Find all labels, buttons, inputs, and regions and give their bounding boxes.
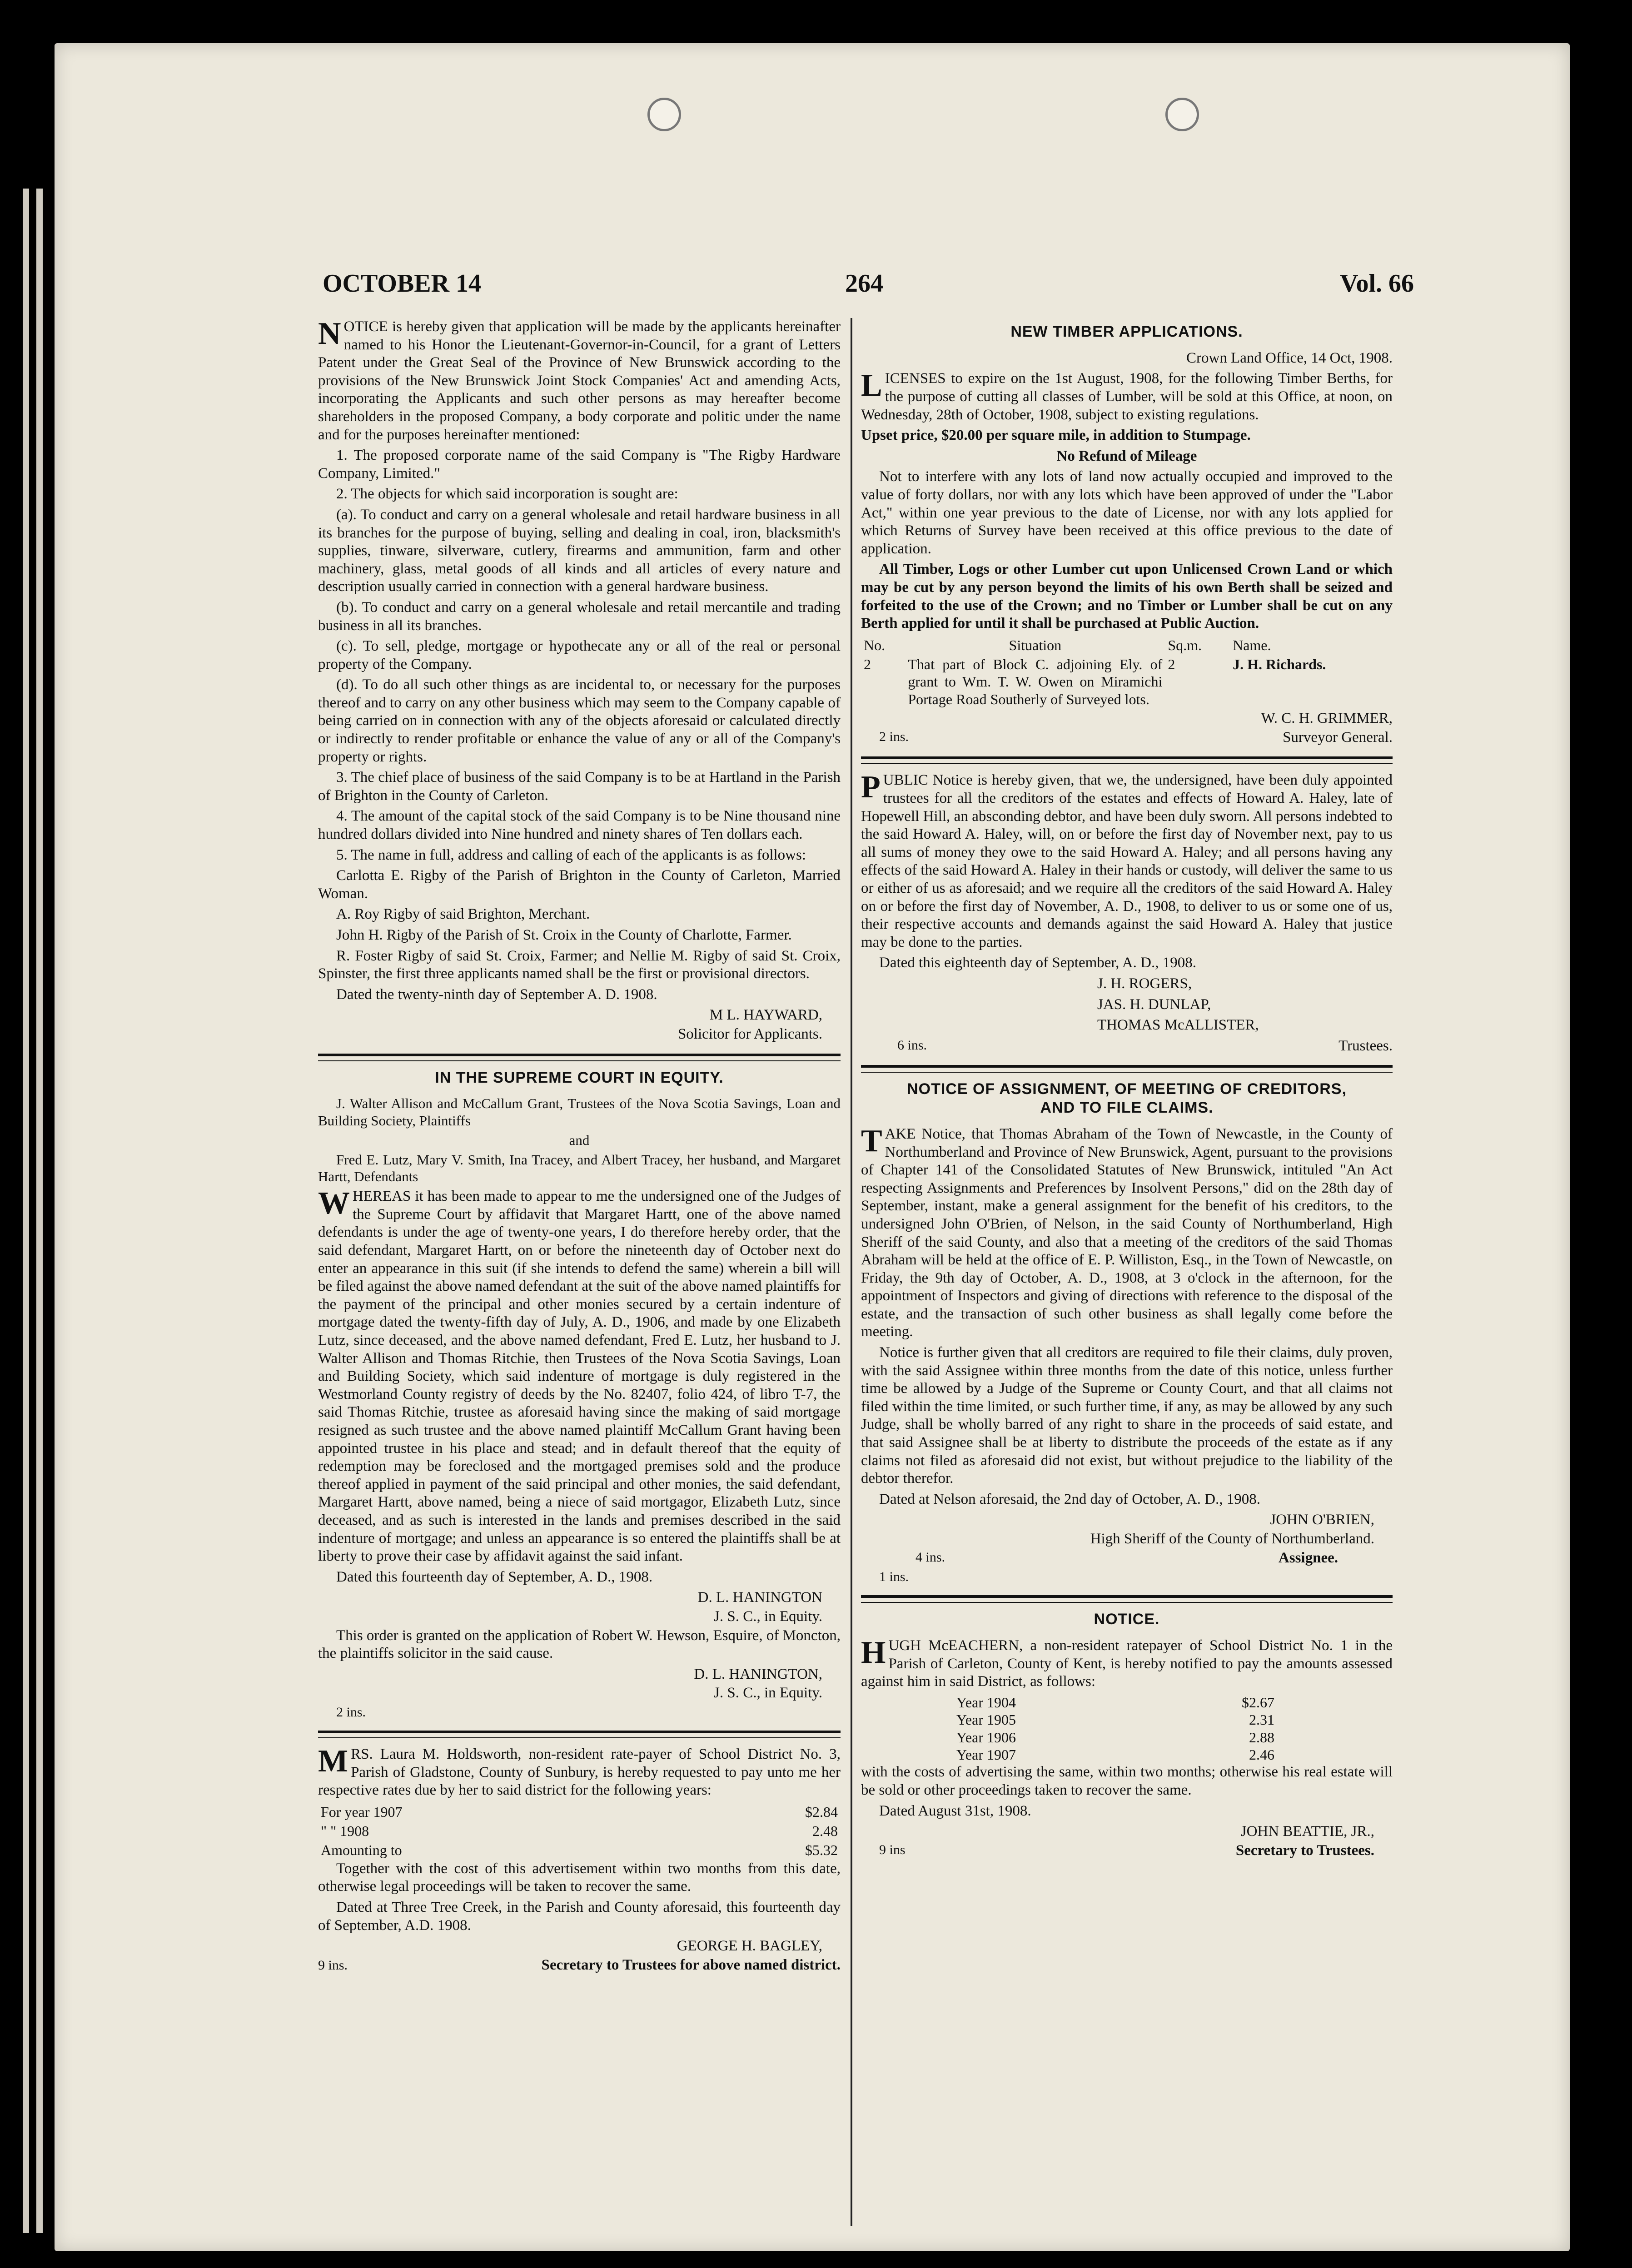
signature-title: Secretary to Trustees for above named district. <box>541 1956 841 1973</box>
left-column <box>318 318 841 1974</box>
signature: M L. HAYWARD, <box>709 1007 822 1024</box>
notice-paragraph: NOTICE is hereby given that application will be made by the applicants hereinafter named to his Honor the Lieutenant-Governor-in-Council, for a grant of Letters Patent under the Great Seal of the Province of New Brunswick according to the provisions of the New Brunswick Joint Stock Companies' Act and amending Acts, incorporating the Applicants and such other persons as may hereafter become shareholders in the proposed Company, a body corporate and politic under the name and for the purposes hereinafter mentioned: <box>318 316 841 443</box>
notice-paragraph: LICENSES to expire on the 1st August, 1908, for the following Timber Berths, for the purpose of cutting all classes of Lumber, will be sold at this Office, at noon, on Wednesday, 28th of October, 1908, subject to existing regulations. <box>861 368 1393 423</box>
rates-notice-body: MRS. Laura M. Holdsworth, non-resident rate-payer of School District No. 3, Parish of Gladstone, County of Sunbury, is hereby requested to pay unto me her respective rates due by her to said district for the following years: <box>318 1743 841 1799</box>
signature: JAS. H. DUNLAP, <box>1097 996 1211 1013</box>
rate-amount: 2.48 <box>812 1823 838 1840</box>
notice-paragraph: Notice is further given that all creditors are required to file their claims, duly proven, with the said Assignee within three months from the date of this notice, unless further time be allowed by a Judge of the Supreme or County Court, and that all claims not filed within the time limited, or such further time, if any, as may be allowed by any such Judge, shall be wholly barred of any right to share in the proceeds of said estate, and that said Assignee shall be at liberty to distribute the proceeds of the estate as if any claims not filed as aforesaid did not exist, but without prejudice to the liability of the debtor therefor. <box>861 1344 1393 1487</box>
berth-name: J. H. Richards. <box>1233 656 1326 673</box>
notice-paragraph: 2. The objects for which said incorporation is sought are: <box>336 486 678 502</box>
section-rule <box>861 1595 1393 1603</box>
signature-title: Trustees. <box>1338 1037 1393 1054</box>
berth-sqm: 2 <box>1168 656 1175 673</box>
assessment-amount: 2.31 <box>1249 1711 1274 1728</box>
signature: JOHN BEATTIE, JR., <box>1240 1823 1374 1840</box>
notice-paragraph: Not to interfere with any lots of land now actually occupied and improved to the value of forty dollars, nor with any lots which have been approved of under the "Labor Act," within one year previous to the date of License, nor with any lots applied for which Returns of Survey have been received at this office previous to the date of application. <box>861 468 1393 557</box>
signature: J. H. ROGERS, <box>1097 975 1192 992</box>
section-heading: IN THE SUPREME COURT IN EQUITY. <box>435 1069 724 1086</box>
signature: GEORGE H. BAGLEY, <box>677 1938 822 1955</box>
signature: D. L. HANINGTON <box>697 1589 822 1606</box>
insertion-count: 9 ins. <box>318 1957 348 1973</box>
insertion-count: 6 ins. <box>897 1037 927 1053</box>
signature-title: Solicitor for Applicants. <box>677 1025 822 1042</box>
notice-paragraph: PUBLIC Notice is hereby given, that we, the undersigned, have been duly appointed trustees for all the creditors of the estates and effects of Howard A. Haley, late of Hopewell Hill, an absconding debtor, and have been duly sworn. All persons indebted to the said Howard A. Haley, will, on or before the first day of November next, pay to us all sums of money they owe to the said Howard A. Haley; and all persons having any effects of the said Howard A. Haley in their hands or custody, will deliver the same to us or either of us as aforesaid; and we require all the creditors of the said Howard A. Haley on or before the first day of November, A. D., 1908, to deliver to us or some one of us, their respective accounts and demands against the said Howard A. Haley that justice may be done to the parties. <box>861 770 1393 950</box>
assessment-year: Year 1906 <box>956 1729 1016 1746</box>
notice-paragraph: (a). To conduct and carry on a general wholesale and retail hardware business in all its branches for the purpose of buying, selling and dealing in coal, iron, blacksmith's supplies, tinware, silverware, cutlery, firearms and ammunition, farm and other machinery, glass, metal goods of all kinds and all articles of every nature and description usually carried in connection with a general hardware business. <box>318 506 841 595</box>
notice-paragraph: (d). To do all such other things as are incidental to, or necessary for the purposes thereof and to carry on any other business which may seem to the Company capable of being carried on in connection with any of the objects aforesaid or calculated directly or indirectly to render profitable or enhance the value of any or all of the Company's property or rights. <box>318 676 841 765</box>
section-rule <box>318 1731 841 1738</box>
section-rule <box>861 756 1393 764</box>
column-divider <box>851 318 852 2226</box>
section-rule <box>318 1054 841 1061</box>
notice-paragraph: with the costs of advertising the same, within two months; otherwise his real estate will be sold or other proceedings taken to recover the same. <box>861 1764 1393 1798</box>
volume-number: Vol. 66 <box>1340 269 1414 298</box>
notice-paragraph: (b). To conduct and carry on a general wholesale and retail mercantile and trading business in all its branches. <box>318 599 841 634</box>
insertion-count: 4 ins. <box>916 1549 945 1565</box>
rate-amount: $2.84 <box>805 1803 838 1820</box>
insertion-count: 2 ins. <box>879 729 909 744</box>
signature-title: J. S. C., in Equity. <box>714 1608 822 1625</box>
notice-paragraph: 5. The name in full, address and calling of each of the applicants is as follows: <box>336 846 806 863</box>
binder-hole <box>647 98 681 131</box>
parties-defendants: Fred E. Lutz, Mary V. Smith, Ina Tracey, and Albert Tracey, her husband, and Margaret Hartt, Defendants <box>318 1151 841 1185</box>
table-header-row <box>861 636 1393 655</box>
berth-number: 2 <box>864 656 871 673</box>
section-heading: NOTICE. <box>1094 1611 1160 1628</box>
hardware-company-notice <box>318 318 841 1044</box>
signature: THOMAS McALLISTER, <box>1097 1017 1259 1034</box>
section-heading: NEW TIMBER APPLICATIONS. <box>1010 323 1243 340</box>
right-column <box>861 318 1393 1860</box>
signature-title: Assignee. <box>1278 1549 1338 1566</box>
equity-court-notice <box>318 1069 841 1721</box>
order-note: This order is granted on the application of Robert W. Hewson, Esquire, of Moncton, the plaintiffs solicitor in the said cause. <box>318 1627 841 1662</box>
mceachern-notice <box>861 1610 1393 1860</box>
signature: D. L. HANINGTON, <box>694 1666 822 1682</box>
signature-line <box>861 1842 1393 1860</box>
column-header: Sq.m. <box>1168 637 1202 653</box>
rates-table <box>318 1802 841 1860</box>
notice-paragraph: All Timber, Logs or other Lumber cut upon Unlicensed Crown Land or which may be cut by any person beyond the limits of his own Berth shall be seized and forfeited to the use of the Crown; and no Timber or Lumber shall be cut on any Berth applied for until it shall be purchased at Public Auction. <box>861 561 1393 632</box>
signature: JOHN O'BRIEN, <box>1270 1512 1374 1528</box>
timber-berth-table <box>861 636 1393 709</box>
total-amount: $5.32 <box>805 1842 838 1859</box>
notice-date: Dated the twenty-ninth day of September A. D. 1908. <box>336 986 657 1003</box>
notice-date: Dated August 31st, 1908. <box>879 1802 1031 1819</box>
notice-paragraph: John H. Rigby of the Parish of St. Croix in the County of Charlotte, Farmer. <box>336 927 792 943</box>
table-row <box>318 1840 841 1860</box>
notice-paragraph: HUGH McEACHERN, a non-resident ratepayer of School District No. 1 in the Parish of Carleton, County of Kent, is hereby notified to pay the amounts assessed against him in said District, as follows: <box>861 1635 1393 1690</box>
holdsworth-notice <box>318 1743 841 1975</box>
notice-paragraph: Dated at Three Tree Creek, in the Parish and County aforesaid, this fourteenth day of September, A.D. 1908. <box>318 1899 841 1934</box>
table-row <box>952 1694 1279 1711</box>
signature-line <box>861 1549 1393 1567</box>
table-row <box>952 1729 1279 1746</box>
total-label: Amounting to <box>321 1842 402 1859</box>
signature-title: High Sheriff of the County of Northumberland. <box>1090 1531 1374 1547</box>
page-edge <box>36 189 43 2233</box>
signature: W. C. H. GRIMMER, <box>1261 710 1393 727</box>
equity-order-body: WHEREAS it has been made to appear to me the undersigned one of the Judges of the Supreme Court by affidavit that Margaret Hartt, one of the above named defendants is under the age of twenty-one years, I do therefore hereby order, that the said defendant, Margaret Hartt, on or before the nineteenth day of October next do enter an appearance in this suit (if she intends to defend the same) wherein a bill will be filed against the above named defendant at the suit of the above named plaintiffs for the payment of the principal and other monies secured by a certain indenture of mortgage dated the twenty-fifth day of July, A. D., 1906, and made by one Elizabeth Lutz, since deceased, and the above named defendant, Fred E. Lutz, her husband to J. Walter Allison and Thomas Ritchie, then Trustees of the Nova Scotia Savings, Loan and Building Society, which said indenture of mortgage is duly registered in the Westmorland County registry of deeds by the No. 82407, folio 424, of libro T-7, the said Thomas Ritchie, trustee as aforesaid having since the making of said mortgage resigned as such trustee and the above named plaintiff McCallum Grant having been appointed trustee in his place and stead; and in default thereof that the equity of redemption may be foreclosed and the mortgaged premises sold and the produce thereof applied in payment of the said principal and other monies, the said defendant, Margaret Hartt, above named, being a niece of said mortgagor, Elizabeth Lutz, since deceased, and as such is interested in the lands and premises described in the said indenture of mortgage; and unless an appearance is so entered the plaintiffs shall be at liberty to prove their case by affidavit against the said infant. <box>318 1186 841 1565</box>
notice-paragraph: 3. The chief place of business of the said Company is to be at Hartland in the Parish of Brighton in the County of Carleton. <box>318 769 841 804</box>
notice-paragraph: 4. The amount of the capital stock of the said Company is to be Nine thousand nine hundred dollars divided into Nine hundred and ninety shares of Ten dollars each. <box>318 808 841 843</box>
running-head <box>323 269 1414 301</box>
signature-line <box>861 1037 1393 1055</box>
assessment-amount: 2.88 <box>1249 1729 1274 1746</box>
table-row <box>952 1746 1279 1763</box>
signature-line <box>318 1956 841 1975</box>
binder-hole <box>1165 98 1199 131</box>
signature-line <box>861 729 1393 747</box>
parties-and: and <box>569 1132 590 1148</box>
haley-trustees-notice <box>861 771 1393 1055</box>
column-header: No. <box>864 637 886 653</box>
berth-situation: That part of Block C. adjoining Ely. of grant to Wm. T. W. Owen on Miramichi Portage Road Southerly of Surveyed lots. <box>908 656 1163 707</box>
header-date: OCTOBER 14 <box>323 269 482 298</box>
insertion-count: 2 ins. <box>336 1704 366 1720</box>
insertion-count: 9 ins <box>879 1842 906 1857</box>
assessment-year: Year 1904 <box>956 1694 1016 1711</box>
signature-title: Surveyor General. <box>1283 729 1393 746</box>
column-header: Situation <box>1009 637 1062 653</box>
assessment-table <box>952 1694 1279 1764</box>
page-edge <box>23 189 29 2233</box>
signature-title: Secretary to Trustees. <box>1235 1842 1374 1859</box>
assessment-amount: $2.67 <box>1242 1694 1274 1711</box>
assessment-year: Year 1907 <box>956 1746 1016 1763</box>
notice-paragraph: TAKE Notice, that Thomas Abraham of the Town of Newcastle, in the County of Northumberland and Province of New Brunswick, Agent, pursuant to the provisions of Chapter 141 of the Consolidated Statutes of New Brunswick, intituled "An Act respecting Assignments and Preferences by Insolvent Persons," did on the 28th day of September, instant, make a general assignment for the benefit of his creditors, to the undersigned John O'Brien, of Nelson, in the said County of Northumberland, High Sheriff of the said County, and also that a meeting of the creditors of the said Thomas Abraham will be held at the office of E. P. Williston, Esq., in the Town of Newcastle, on Friday, the 9th day of October, A. D., 1908, at 3 o'clock in the afternoon, for the appointment of Inspectors and giving of directions with reference to the disposal of the estate, and the transaction of such other business as shall legally come before the meeting. <box>861 1123 1393 1340</box>
rate-year: For year 1907 <box>321 1803 403 1820</box>
assignment-notice <box>861 1080 1393 1585</box>
assessment-amount: 2.46 <box>1249 1746 1274 1763</box>
column-header: Name. <box>1233 637 1271 653</box>
signature-title: J. S. C., in Equity. <box>714 1685 822 1701</box>
upset-price: Upset price, $20.00 per square mile, in addition to Stumpage. <box>861 427 1251 444</box>
table-row <box>318 1821 841 1840</box>
table-row <box>861 655 1393 709</box>
page-number: 264 <box>845 269 883 298</box>
notice-date: Dated this fourteenth day of September, A. D., 1908. <box>336 1568 653 1585</box>
section-heading: AND TO FILE CLAIMS. <box>1040 1099 1214 1117</box>
table-row <box>952 1711 1279 1728</box>
notice-paragraph: R. Foster Rigby of said St. Croix, Farmer; and Nellie M. Rigby of said St. Croix, Spinster, the first three applicants named shall be the first or provisional directors. <box>318 947 841 982</box>
parties-plaintiffs: J. Walter Allison and McCallum Grant, Trustees of the Nova Scotia Savings, Loan and Building Society, Plaintiffs <box>318 1095 841 1129</box>
assessment-year: Year 1905 <box>956 1711 1016 1728</box>
notice-paragraph: Carlotta E. Rigby of the Parish of Brighton in the County of Carleton, Married Woman. <box>318 867 841 902</box>
no-refund: No Refund of Mileage <box>1056 448 1197 464</box>
office-dateline: Crown Land Office, 14 Oct, 1908. <box>1186 349 1393 366</box>
notice-paragraph: 1. The proposed corporate name of the said Company is "The Rigby Hardware Company, Limited." <box>318 447 841 482</box>
notice-paragraph: (c). To sell, pledge, mortgage or hypothecate any or all of the real or personal property of the Company. <box>318 638 841 672</box>
notice-paragraph: A. Roy Rigby of said Brighton, Merchant. <box>336 906 590 923</box>
section-rule <box>861 1065 1393 1073</box>
insertion-count: 1 ins. <box>879 1569 909 1585</box>
rate-year: " " 1908 <box>321 1823 369 1840</box>
table-row <box>318 1802 841 1821</box>
notice-date: Dated at Nelson aforesaid, the 2nd day of October, A. D., 1908. <box>879 1491 1261 1507</box>
section-heading: NOTICE OF ASSIGNMENT, OF MEETING OF CREDITORS, <box>907 1080 1347 1098</box>
notice-paragraph: Together with the cost of this advertisement within two months from this date, otherwise legal proceedings will be taken to recover the same. <box>318 1860 841 1895</box>
timber-applications <box>861 323 1393 746</box>
notice-date: Dated this eighteenth day of September, A. D., 1908. <box>879 955 1196 971</box>
